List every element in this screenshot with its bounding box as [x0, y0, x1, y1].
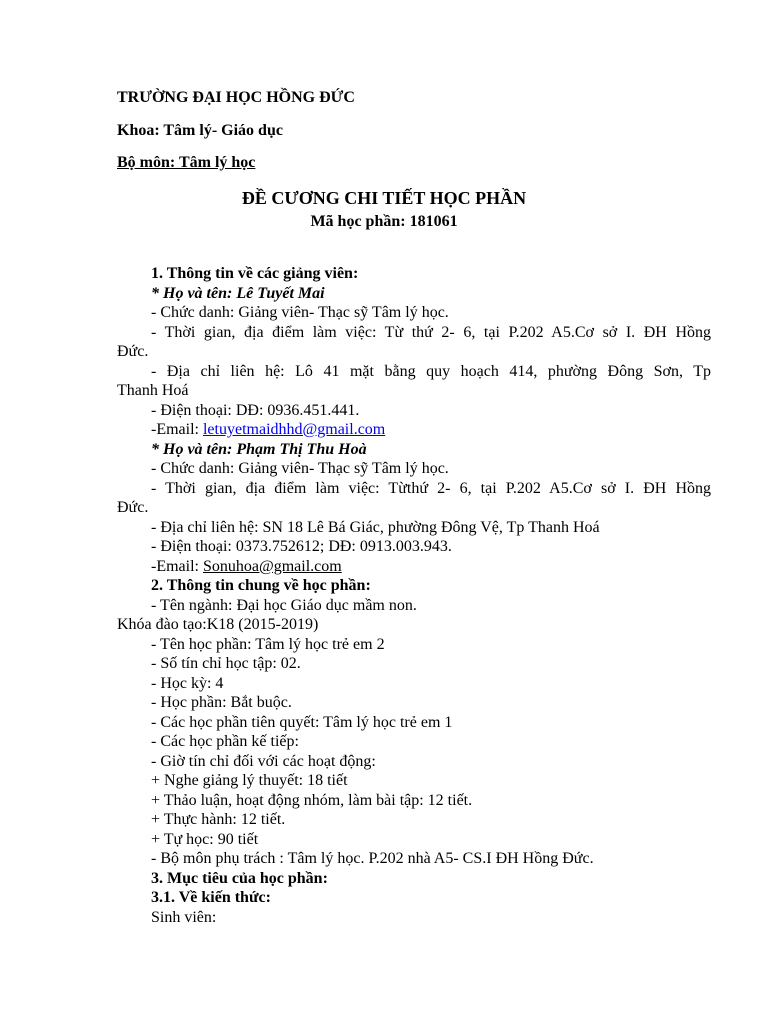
section3-subheading: 3.1. Về kiến thức:: [151, 889, 271, 906]
email-label: -Email:: [151, 557, 203, 575]
lecturer1-address-cont: Thanh Hoá: [117, 382, 189, 399]
info-line: - Bộ môn phụ trách : Tâm lý học. P.202 nhà A5- CS.I ĐH Hồng Đức.: [151, 850, 594, 867]
section3-heading: 3. Mục tiêu của học phần:: [151, 869, 328, 887]
lecturer1-address: - Địa chỉ liên hệ: Lô 41 mặt bằng quy hoạch 414, phường Đông Sơn, Tp: [151, 362, 711, 380]
info-line: - Học phần: Bắt buộc.: [151, 694, 292, 711]
lecturer2-email-link[interactable]: Sonuhoa@gmail.com: [202, 557, 342, 575]
lecturer1-phone: - Điện thoại: DĐ: 0936.451.441.: [151, 401, 360, 419]
info-line: - Tên học phần: Tâm lý học trẻ em 2: [151, 635, 385, 653]
department-name: Bộ môn: Tâm lý học: [117, 154, 256, 171]
lecturer1-email-link[interactable]: letuyetmaidhhd@gmail.com: [202, 421, 386, 438]
lecturer2-workplace: - Thời gian, địa điểm làm việc: Từthứ 2- 6, tại P.202 A5.Cơ sở I. ĐH Hồng: [151, 479, 711, 497]
lecturer2-workplace-cont: Đức.: [117, 499, 149, 516]
info-line: + Thảo luận, hoạt động nhóm, làm bài tập: 12 tiết.: [151, 791, 473, 809]
info-line: - Số tín chỉ học tập: 02.: [151, 655, 301, 672]
info-line: + Thực hành: 12 tiết.: [151, 811, 286, 828]
info-line: - Các học phần tiên quyết: Tâm lý học trẻ em 1: [151, 713, 453, 731]
section3-text: Sinh viên:: [151, 908, 217, 926]
info-line: - Học kỳ: 4: [151, 674, 224, 692]
lecturer2-name: * Họ và tên: Phạm Thị Thu Hoà: [151, 440, 367, 458]
info-line: - Giờ tín chỉ đối với các hoạt động:: [151, 752, 376, 770]
document-title: ĐỀ CƯƠNG CHI TIẾT HỌC PHẦN: [241, 188, 527, 208]
email-label: -Email:: [151, 421, 203, 438]
lecturer1-workplace-cont: Đức.: [117, 343, 149, 360]
lecturer1-title: - Chức danh: Giảng viên- Thạc sỹ Tâm lý học.: [151, 304, 449, 321]
section1-heading: 1. Thông tin về các giảng viên:: [151, 265, 359, 282]
section2-heading: 2. Thông tin chung về học phần:: [151, 577, 371, 594]
lecturer2-email-line: [117, 557, 711, 577]
lecturer2-title: - Chức danh: Giảng viên- Thạc sỹ Tâm lý học.: [151, 460, 449, 477]
info-line: + Nghe giảng lý thuyết: 18 tiết: [151, 772, 348, 789]
info-line: - Tên ngành: Đại học Giáo dục mầm non.: [151, 596, 417, 614]
info-line: - Các học phần kế tiếp:: [151, 733, 299, 750]
lecturer2-phone: - Điện thoại: 0373.752612; DĐ: 0913.003.943.: [151, 538, 452, 555]
lecturer1-name: * Họ và tên: Lê Tuyết Mai: [151, 284, 325, 302]
course-code: Mã học phần: 181061: [310, 213, 458, 230]
info-line: + Tự học: 90 tiết: [151, 830, 259, 848]
university-name: TRƯỜNG ĐẠI HỌC HỒNG ĐỨC: [117, 89, 355, 106]
faculty-name: Khoa: Tâm lý- Giáo dục: [117, 122, 283, 139]
info-line: Khóa đào tạo:K18 (2015-2019): [117, 616, 319, 633]
lecturer1-workplace: - Thời gian, địa điểm làm việc: Từ thứ 2- 6, tại P.202 A5.Cơ sở I. ĐH Hồng: [151, 323, 711, 341]
document-body: [117, 264, 711, 927]
lecturer2-address: - Địa chỉ liên hệ: SN 18 Lê Bá Giác, phường Đông Vệ, Tp Thanh Hoá: [151, 518, 600, 536]
lecturer1-email-line: [117, 420, 711, 440]
